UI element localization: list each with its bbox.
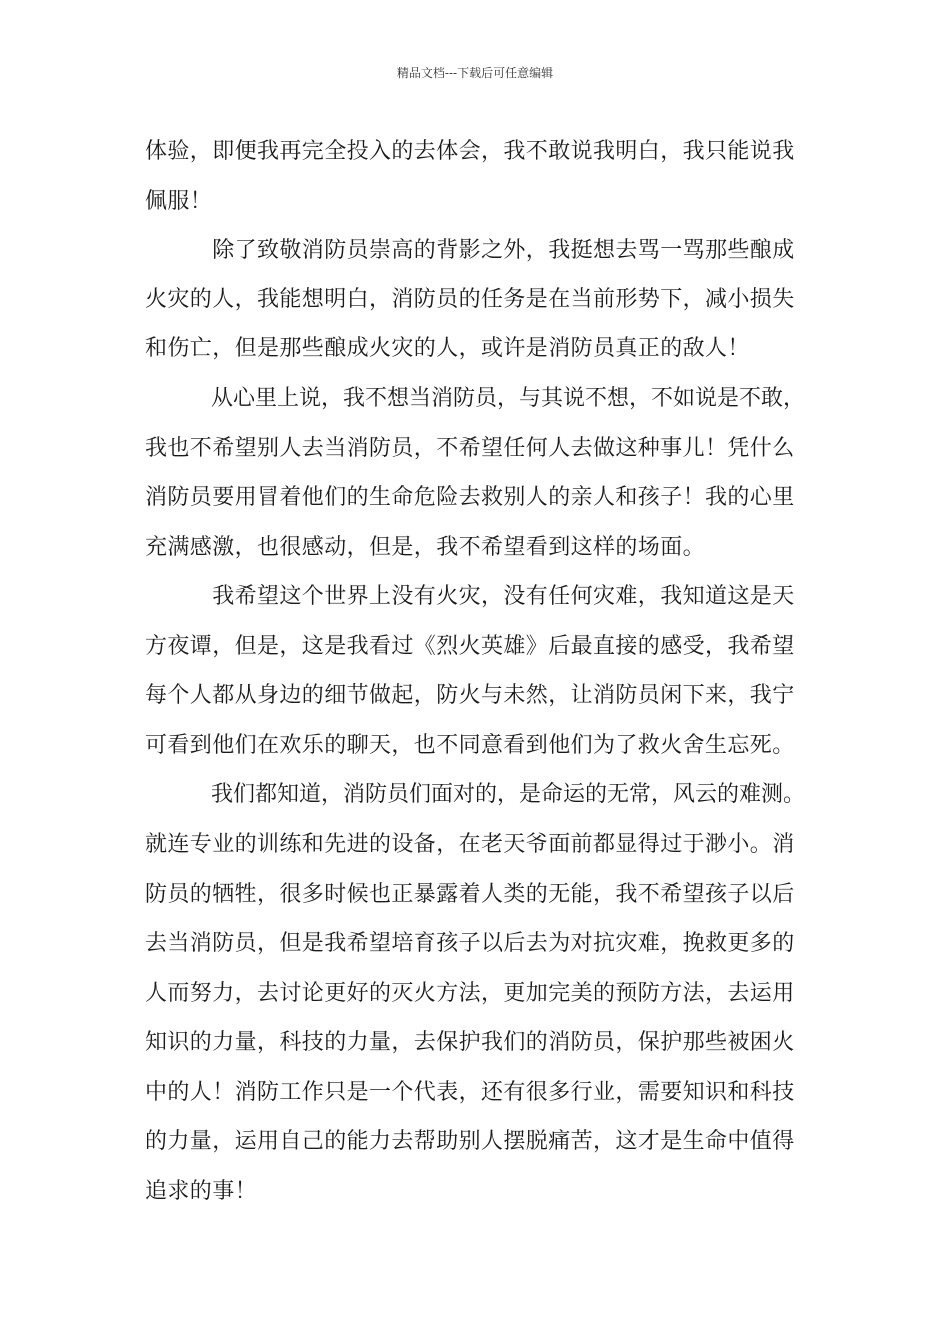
text-line: 追求的事！ [145,1179,258,1204]
text-line: 和伤亡，但是那些酿成火灾的人，或许是消防员真正的敌人！ [145,336,750,361]
text-line: 从心里上说，我不想当消防员，与其说不想，不如说是不敢， [145,386,806,411]
text-line: 中的人！消防工作只是一个代表，还有很多行业，需要知识和科技 [145,1080,795,1105]
text-line: 消防员要用冒着他们的生命危险去救别人的亲人和孩子！我的心里 [145,485,795,510]
text-line: 我希望这个世界上没有火灾，没有任何灾难，我知道这是天 [145,584,795,609]
text-line: 充满感激，也很感动，但是，我不希望看到这样的场面。 [145,535,706,560]
text-line: 方夜谭，但是，这是我看过《烈火英雄》后最直接的感受，我希望 [145,634,795,659]
text-line: 体验，即便我再完全投入的去体会，我不敢说我明白，我只能说我 [145,139,795,164]
text-line: 每个人都从身边的细节做起，防火与未然，让消防员闲下来，我宁 [145,683,795,708]
text-line: 佩服！ [145,189,213,214]
text-line: 去当消防员，但是我希望培育孩子以后去为对抗灾难，挽救更多的 [145,931,795,956]
text-line: 我们都知道，消防员们面对的，是命运的无常，风云的难测。 [145,782,806,807]
text-line: 除了致敬消防员崇高的背影之外，我挺想去骂一骂那些酿成 [145,238,795,263]
text-line: 火灾的人，我能想明白，消防员的任务是在当前形势下，减小损失 [145,287,795,312]
text-line: 就连专业的训练和先进的设备，在老天爷面前都显得过于渺小。消 [145,832,795,857]
text-line: 知识的力量，科技的力量，去保护我们的消防员，保护那些被困火 [145,1030,795,1055]
text-line: 的力量，运用自己的能力去帮助别人摆脱痛苦，这才是生命中值得 [145,1129,795,1154]
text-line: 我也不希望别人去当消防员，不希望任何人去做这种事儿！凭什么 [145,436,795,461]
text-line: 防员的牺牲，很多时候也正暴露着人类的无能，我不希望孩子以后 [145,882,795,907]
text-line: 可看到他们在欢乐的聊天，也不同意看到他们为了救火舍生忘死。 [145,733,795,758]
text-line: 人而努力，去讨论更好的灭火方法，更加完美的预防方法，去运用 [145,981,795,1006]
page-header: 精品文档---下载后可任意编辑 [396,66,554,80]
